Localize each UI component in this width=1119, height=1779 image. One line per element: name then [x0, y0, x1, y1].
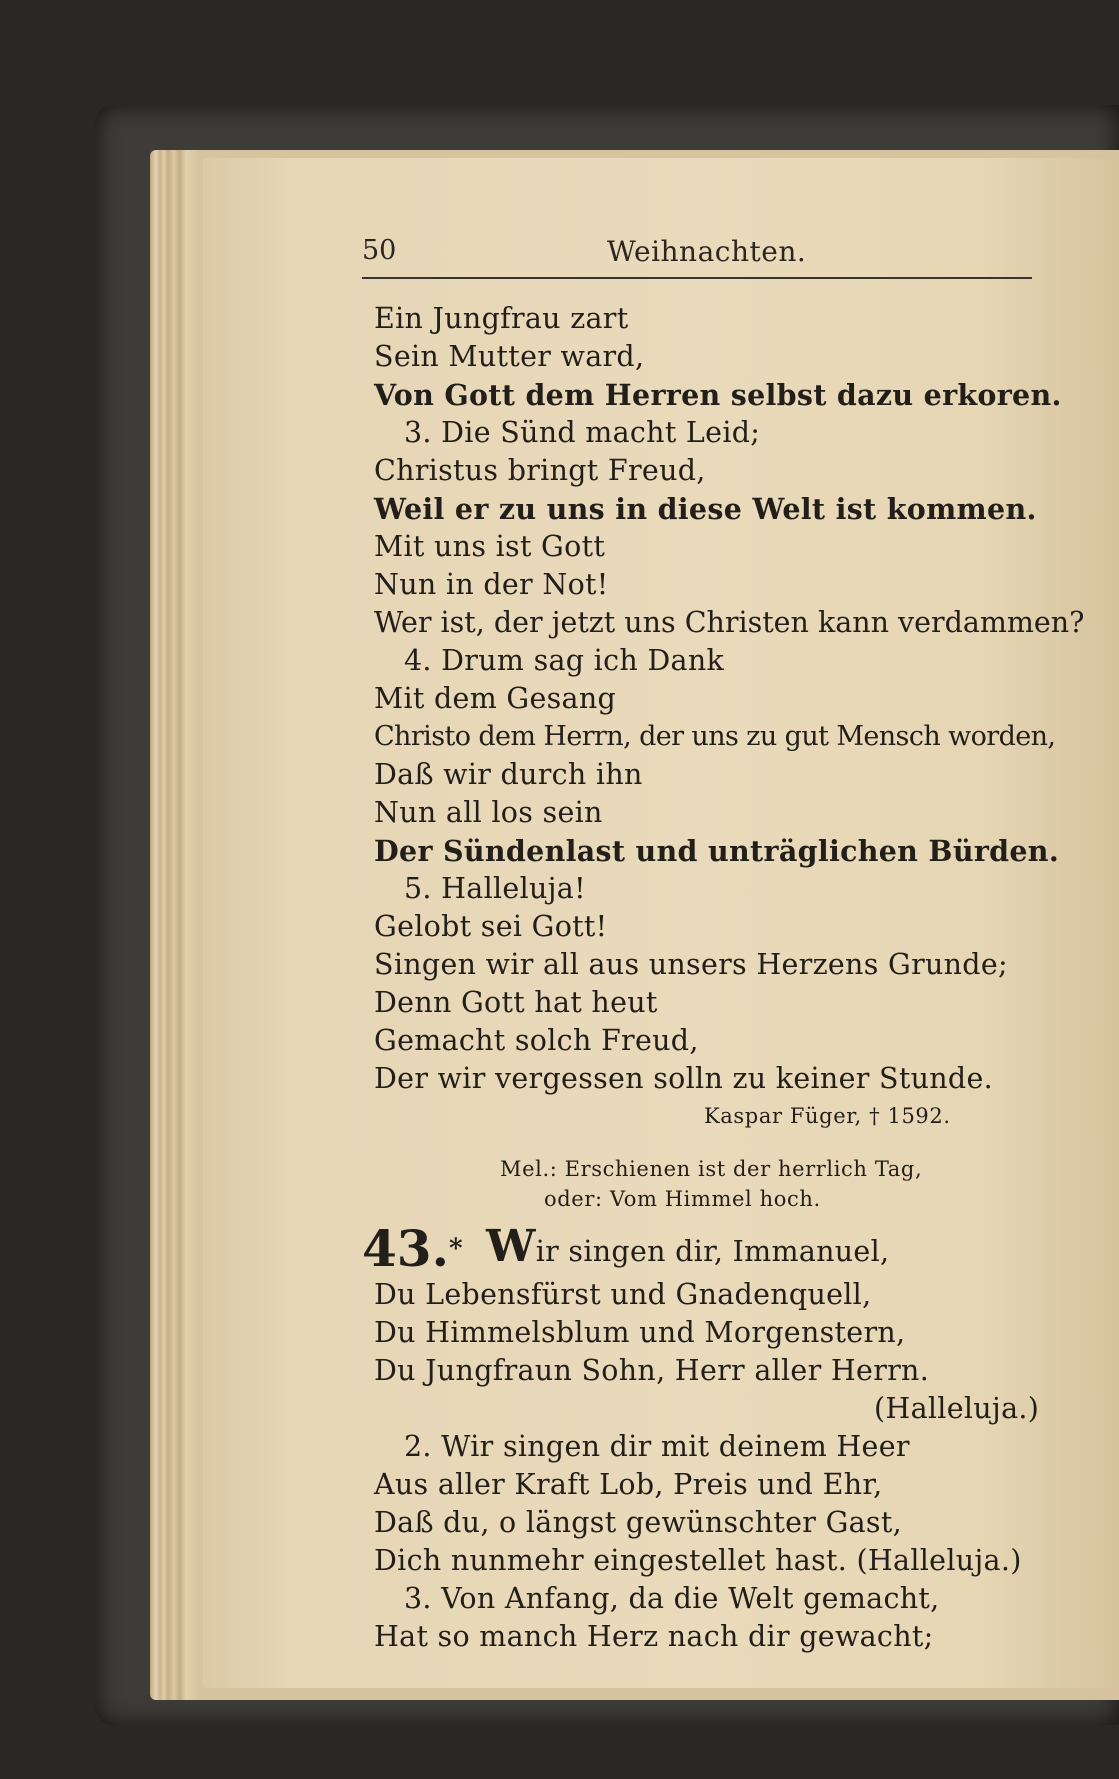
- text-line: Du Himmelsblum und Morgenstern,: [374, 1316, 906, 1349]
- text-line: Singen wir all aus unsers Herzens Grunde;: [374, 948, 1008, 981]
- page-header: [362, 233, 1032, 279]
- refrain: (Halleluja.): [874, 1392, 1040, 1425]
- text-line: Du Jungfraun Sohn, Herr aller Herrn.: [374, 1354, 930, 1387]
- text-line: Nun all los sein: [374, 796, 603, 829]
- text-line: Daß du, o längst gewünschter Gast,: [374, 1506, 902, 1539]
- text-line: Denn Gott hat heut: [374, 986, 658, 1019]
- text-line: Aus aller Kraft Lob, Preis und Ehr,: [374, 1468, 883, 1501]
- text-line: Mit uns ist Gott: [374, 530, 606, 563]
- text-line: Dich nunmehr eingestellet hast. (Halleluja.): [374, 1544, 1022, 1577]
- hymn-first-line: Wir singen dir, Immanuel,: [486, 1221, 890, 1272]
- text-line: Christo dem Herrn, der uns zu gut Mensch worden,: [374, 721, 1056, 752]
- drop-initial: W: [486, 1221, 536, 1272]
- text-line: Hat so manch Herz nach dir gewacht;: [374, 1620, 934, 1653]
- text-line: Daß wir durch ihn: [374, 758, 643, 791]
- text-line: Gemacht solch Freud,: [374, 1024, 699, 1057]
- text-line: Der Sündenlast und unträglichen Bürden.: [374, 834, 1060, 868]
- running-title: Weihnachten.: [607, 235, 807, 268]
- text-line: Christus bringt Freud,: [374, 454, 706, 487]
- text-line: Mit dem Gesang: [374, 682, 617, 715]
- stanza-start: 5. Halleluja!: [404, 872, 586, 905]
- text-line: Weil er zu uns in diese Welt ist kommen.: [374, 492, 1037, 526]
- page-number: 50: [362, 235, 397, 266]
- text-line: Sein Mutter ward,: [374, 340, 645, 373]
- text-line: Nun in der Not!: [374, 568, 609, 601]
- melody-alternative: oder: Vom Himmel hoch.: [544, 1187, 821, 1211]
- stanza-start: 4. Drum sag ich Dank: [404, 644, 725, 677]
- hymn-number: 43.*: [362, 1219, 463, 1278]
- stanza-start: 3. Von Anfang, da die Welt gemacht,: [404, 1582, 940, 1615]
- text-line: Gelobt sei Gott!: [374, 910, 608, 943]
- melody-note: Mel.: Erschienen ist der herrlich Tag,: [500, 1157, 923, 1181]
- author-attribution: Kaspar Füger, † 1592.: [704, 1104, 951, 1128]
- text-line: Wer ist, der jetzt uns Christen kann verdammen?: [374, 606, 1085, 639]
- text-line: Du Lebensfürst und Gnadenquell,: [374, 1278, 872, 1311]
- text-line: Der wir vergessen solln zu keiner Stunde.: [374, 1062, 993, 1095]
- stanza-start: 3. Die Sünd macht Leid;: [404, 416, 761, 449]
- text-line: Von Gott dem Herren selbst dazu erkoren.: [374, 378, 1062, 412]
- text-line: Ein Jungfrau zart: [374, 302, 629, 335]
- stanza-start: 2. Wir singen dir mit deinem Heer: [404, 1430, 910, 1463]
